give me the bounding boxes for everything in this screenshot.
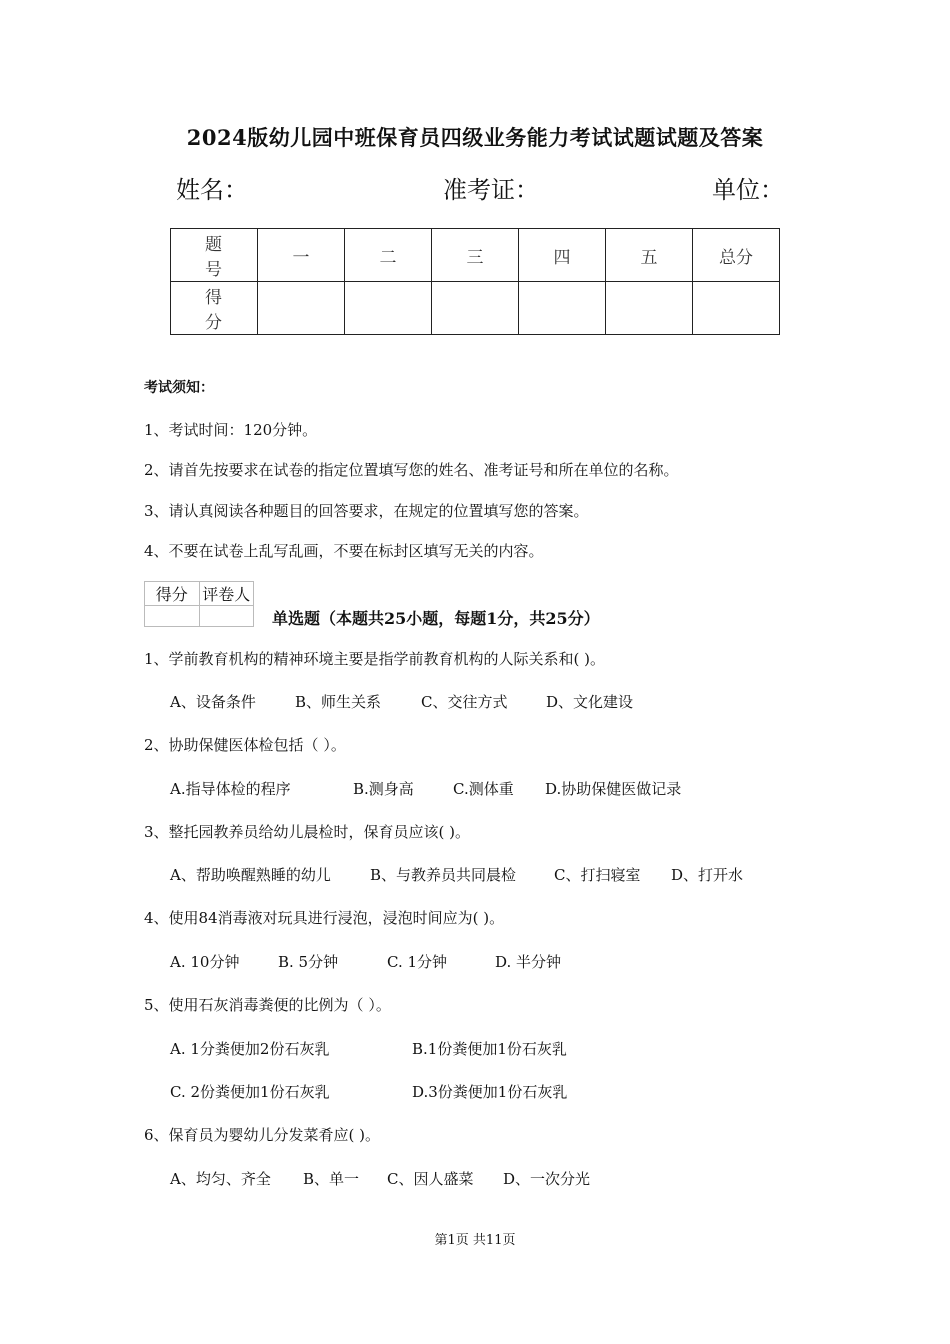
page-footer: 第1页 共11页	[434, 1233, 516, 1248]
score-table-col-1: 一	[258, 229, 345, 282]
q6-option-c: C、因人盛菜	[387, 1170, 474, 1188]
score-table-header-label: 题 号	[171, 229, 258, 282]
q6-option-b: B、单一	[303, 1170, 360, 1188]
q5-option-c: C. 2份粪便加1份石灰乳	[170, 1083, 330, 1101]
section-heading: 单选题（本题共25小题，每题1分，共25分）	[272, 609, 600, 628]
score-table	[170, 228, 780, 335]
q1-option-c: C、交往方式	[421, 693, 508, 711]
q2-option-d: D.协助保健医做记录	[545, 780, 682, 798]
score-table-col-4: 四	[519, 229, 606, 282]
score-cell	[258, 282, 345, 335]
q3-option-d: D、打开水	[671, 866, 744, 884]
grader-box-score-label: 得分	[145, 582, 200, 606]
score-cell	[432, 282, 519, 335]
q1-option-d: D、文化建设	[546, 693, 634, 711]
unit-field-label: 单位：	[712, 176, 784, 204]
exam-id-field-label: 准考证：	[443, 176, 539, 204]
name-field-label: 姓名：	[176, 176, 248, 204]
grader-box-score-cell	[145, 606, 200, 627]
document-title: 2024版幼儿园中班保育员四级业务能力考试试题试题及答案	[186, 125, 764, 150]
q6-option-a: A、均匀、齐全	[170, 1170, 271, 1188]
q5-option-b: B.1份粪便加1份石灰乳	[412, 1040, 567, 1058]
q5-option-d: D.3份粪便加1份石灰乳	[412, 1083, 568, 1101]
q1-option-a: A、设备条件	[170, 693, 256, 711]
q2-option-a: A.指导体检的程序	[170, 780, 291, 798]
grader-box-grader-label: 评卷人	[199, 582, 254, 606]
score-table-col-2: 二	[345, 229, 432, 282]
q3-option-a: A、帮助唤醒熟睡的幼儿	[170, 866, 331, 884]
question-1: 1、学前教育机构的精神环境主要是指学前教育机构的人际关系和( )。	[144, 650, 606, 668]
question-3: 3、整托园教养员给幼儿晨检时，保育员应该( )。	[144, 823, 471, 841]
q6-option-d: D、一次分光	[503, 1170, 591, 1188]
score-cell	[693, 282, 780, 335]
score-cell	[345, 282, 432, 335]
score-table-score-label: 得 分	[171, 282, 258, 335]
q2-option-c: C.测体重	[453, 780, 514, 798]
notice-item: 4、不要在试卷上乱写乱画，不要在标封区填写无关的内容。	[144, 542, 544, 560]
q4-option-a: A. 10分钟	[170, 953, 240, 971]
notice-item: 1、考试时间：120分钟。	[144, 421, 318, 439]
question-6: 6、保育员为婴幼儿分发菜肴应( )。	[144, 1126, 381, 1144]
grader-box-grader-cell	[199, 606, 254, 627]
question-4: 4、使用84消毒液对玩具进行浸泡，浸泡时间应为( )。	[144, 909, 505, 927]
grader-box	[144, 581, 254, 627]
q4-option-b: B. 5分钟	[278, 953, 339, 971]
notice-item: 2、请首先按要求在试卷的指定位置填写您的姓名、准考证号和所在单位的名称。	[144, 461, 679, 479]
score-table-score-row	[171, 282, 780, 335]
score-cell	[519, 282, 606, 335]
score-table-col-total: 总分	[693, 229, 780, 282]
q4-option-c: C. 1分钟	[387, 953, 448, 971]
score-table-col-3: 三	[432, 229, 519, 282]
q2-option-b: B.测身高	[353, 780, 414, 798]
score-table-col-5: 五	[606, 229, 693, 282]
notice-item: 3、请认真阅读各种题目的回答要求，在规定的位置填写您的答案。	[144, 502, 589, 520]
q3-option-b: B、与教养员共同晨检	[370, 866, 517, 884]
question-2: 2、协助保健医体检包括（ ）。	[144, 736, 346, 754]
notice-heading: 考试须知：	[144, 380, 214, 396]
question-5: 5、使用石灰消毒粪便的比例为（ ）。	[144, 996, 391, 1014]
q4-option-d: D. 半分钟	[495, 953, 562, 971]
q5-option-a: A. 1分粪便加2份石灰乳	[170, 1040, 330, 1058]
score-table-header-row	[171, 229, 780, 282]
q3-option-c: C、打扫寝室	[554, 866, 641, 884]
score-cell	[606, 282, 693, 335]
q1-option-b: B、师生关系	[295, 693, 382, 711]
